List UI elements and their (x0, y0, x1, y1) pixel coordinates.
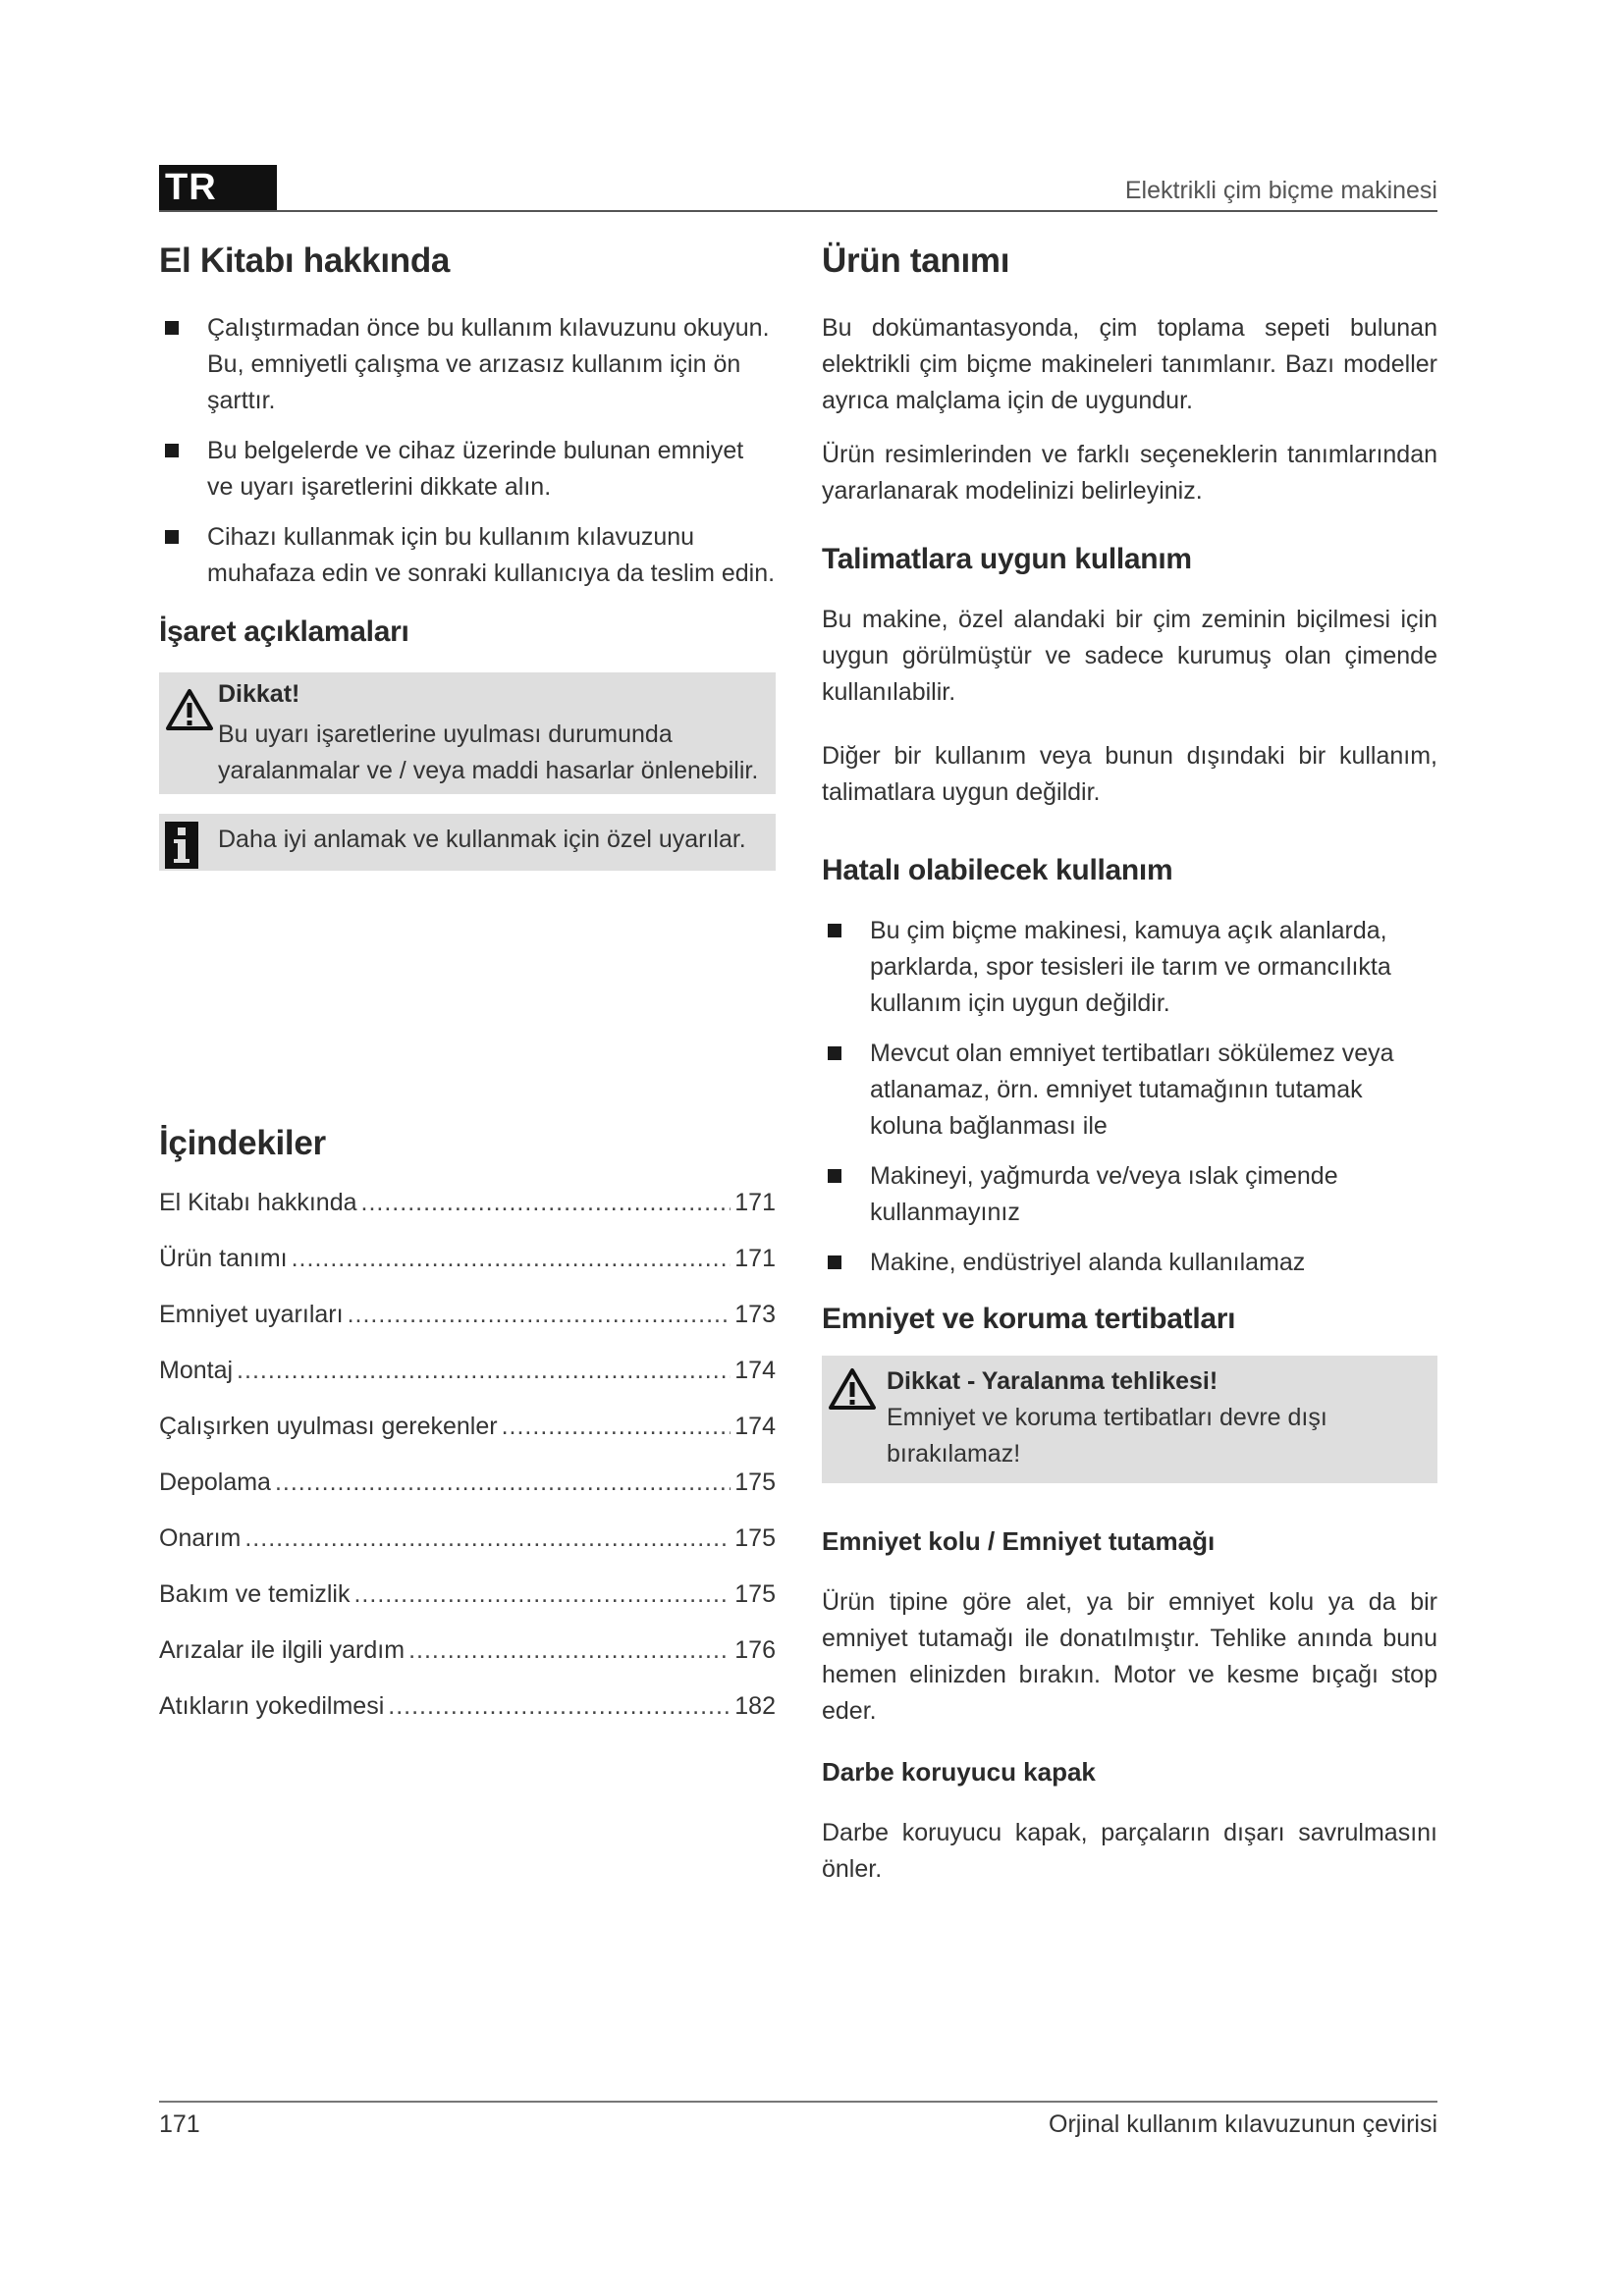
product-paragraph: Ürün resimlerinden ve farklı seçeneklerin tanımlarından yararlanarak modelinizi belirleyiniz. (822, 441, 1437, 505)
info-notice (159, 814, 776, 871)
toc-entry[interactable] (159, 1636, 776, 1692)
toc-entry-title: Çalışırken uyulması gerekenler (159, 1413, 498, 1440)
toc-leader (275, 1468, 731, 1497)
footer-note: Orjinal kullanım kılavuzunun çevirisi (1049, 2110, 1437, 2138)
warning-notice (159, 672, 776, 794)
impact-guard-paragraph: Darbe koruyucu kapak, parçaların dışarı savrulmasını önler. (822, 1819, 1437, 1883)
right-column (822, 236, 1437, 1888)
safety-heading: Emniyet ve koruma tertibatları (822, 1303, 1236, 1335)
list-item: Makineyi, yağmurda ve/veya ıslak çimende kullanmayınız (822, 1158, 1437, 1231)
warning-title: Dikkat - Yaralanma tehlikesi! (887, 1367, 1218, 1395)
toc-entry-page: 175 (734, 1468, 776, 1496)
warning-text: Emniyet ve koruma tertibatları devre dışı bırakılamaz! (887, 1404, 1327, 1468)
toc-entry-title: Montaj (159, 1357, 234, 1384)
intended-use-heading: Talimatlara uygun kullanım (822, 543, 1192, 575)
misuse-list (822, 913, 1437, 1281)
toc-entry-title: Ürün tanımı (159, 1245, 288, 1272)
toc-entry-title: Emniyet uyarıları (159, 1301, 344, 1328)
list-item: Bu çim biçme makinesi, kamuya açık alanlarda, parklarda, spor tesisleri ile tarım ve ormancılıkta kullanım için uygun değildir. (822, 913, 1437, 1022)
product-paragraph: Bu dokümantasyonda, çim toplama sepeti bulunan elektrikli çim biçme makineleri tanımlanır. Bazı modeller ayrıca malçlama için de uygundur. (822, 314, 1437, 414)
toc-entry[interactable] (159, 1468, 776, 1524)
table-of-contents (159, 1189, 776, 1748)
toc-entry-title: Arızalar ile ilgili yardım (159, 1636, 406, 1664)
toc-entry-page: 176 (734, 1636, 776, 1664)
toc-leader (348, 1301, 731, 1329)
page-number: 171 (159, 2110, 200, 2138)
list-item: Cihazı kullanmak için bu kullanım kılavuzunu muhafaza edin ve sonraki kullanıcıya da teslim edin. (159, 519, 776, 592)
info-icon (165, 822, 198, 869)
toc-entry-page: 174 (734, 1357, 776, 1384)
list-item: Makine, endüstriyel alanda kullanılamaz (822, 1245, 1437, 1281)
toc-leader (502, 1413, 731, 1441)
toc-entry[interactable] (159, 1189, 776, 1245)
toc-entry[interactable] (159, 1580, 776, 1636)
about-list (159, 310, 776, 592)
language-badge: TR (159, 165, 277, 210)
intended-use-paragraph: Bu makine, özel alandaki bir çim zeminin biçilmesi için uygun görülmüştür ve sadece kurumuş olan çimende kullanılabilir. (822, 606, 1437, 706)
toc-leader (361, 1189, 731, 1217)
list-item: Mevcut olan emniyet tertibatları sökülemez veya atlanamaz, örn. emniyet tutamağının tutamak koluna bağlanması ile (822, 1036, 1437, 1145)
toc-entry-title: Onarım (159, 1524, 242, 1552)
header-title: Elektrikli çim biçme makinesi (1124, 177, 1437, 204)
toc-entry[interactable] (159, 1413, 776, 1468)
toc-leader (408, 1636, 731, 1665)
toc-entry-page: 175 (734, 1524, 776, 1552)
toc-entry-page: 182 (734, 1692, 776, 1720)
toc-leader (353, 1580, 731, 1609)
warning-triangle-icon (165, 688, 214, 731)
list-item: Bu belgelerde ve cihaz üzerinde bulunan emniyet ve uyarı işaretlerini dikkate alın. (159, 433, 776, 506)
product-heading: Ürün tanımı (822, 241, 1010, 280)
toc-entry-page: 175 (734, 1580, 776, 1608)
toc-leader (237, 1357, 731, 1385)
misuse-heading: Hatalı olabilecek kullanım (822, 854, 1173, 886)
toc-entry[interactable] (159, 1301, 776, 1357)
about-heading: El Kitabı hakkında (159, 241, 451, 280)
toc-leader (244, 1524, 731, 1553)
info-text: Daha iyi anlamak ve kullanmak için özel uyarılar. (218, 826, 746, 853)
safety-lever-heading: Emniyet kolu / Emniyet tutamağı (822, 1526, 1216, 1556)
toc-entry[interactable] (159, 1524, 776, 1580)
toc-heading: İçindekiler (159, 1124, 326, 1162)
toc-entry-title: El Kitabı hakkında (159, 1189, 357, 1216)
toc-entry-title: Bakım ve temizlik (159, 1580, 351, 1608)
toc-leader (388, 1692, 731, 1721)
signs-heading: İşaret açıklamaları (159, 615, 409, 648)
toc-entry-title: Atıkların yokedilmesi (159, 1692, 385, 1720)
warning-text: Bu uyarı işaretlerine uyulması durumunda yaralanmalar ve / veya maddi hasarlar önlenebilir. (218, 721, 759, 784)
toc-entry-page: 173 (734, 1301, 776, 1328)
list-item: Çalıştırmadan önce bu kullanım kılavuzunu okuyun. Bu, emniyetli çalışma ve arızasız kullanım için ön şarttır. (159, 310, 776, 419)
header-rule (159, 210, 1437, 212)
toc-entry[interactable] (159, 1245, 776, 1301)
toc-entry[interactable] (159, 1357, 776, 1413)
toc-leader (292, 1245, 731, 1273)
warning-title: Dikkat! (218, 680, 300, 708)
toc-entry-page: 171 (734, 1189, 776, 1216)
toc-entry[interactable] (159, 1692, 776, 1748)
warning-triangle-icon (828, 1367, 877, 1411)
footer-rule (159, 2101, 1437, 2103)
toc-entry-page: 171 (734, 1245, 776, 1272)
toc-entry-page: 174 (734, 1413, 776, 1440)
warning-notice (822, 1356, 1437, 1483)
toc-entry-title: Depolama (159, 1468, 271, 1496)
impact-guard-heading: Darbe koruyucu kapak (822, 1757, 1096, 1787)
left-column (159, 236, 776, 1748)
intended-use-paragraph: Diğer bir kullanım veya bunun dışındaki bir kullanım, talimatlara uygun değildir. (822, 742, 1437, 806)
safety-lever-paragraph: Ürün tipine göre alet, ya bir emniyet kolu ya da bir emniyet tutamağı ile donatılmıştır. Tehlike anında bunu hemen elinizden bırakın. Motor ve kesme bıçağı stop eder. (822, 1588, 1437, 1725)
